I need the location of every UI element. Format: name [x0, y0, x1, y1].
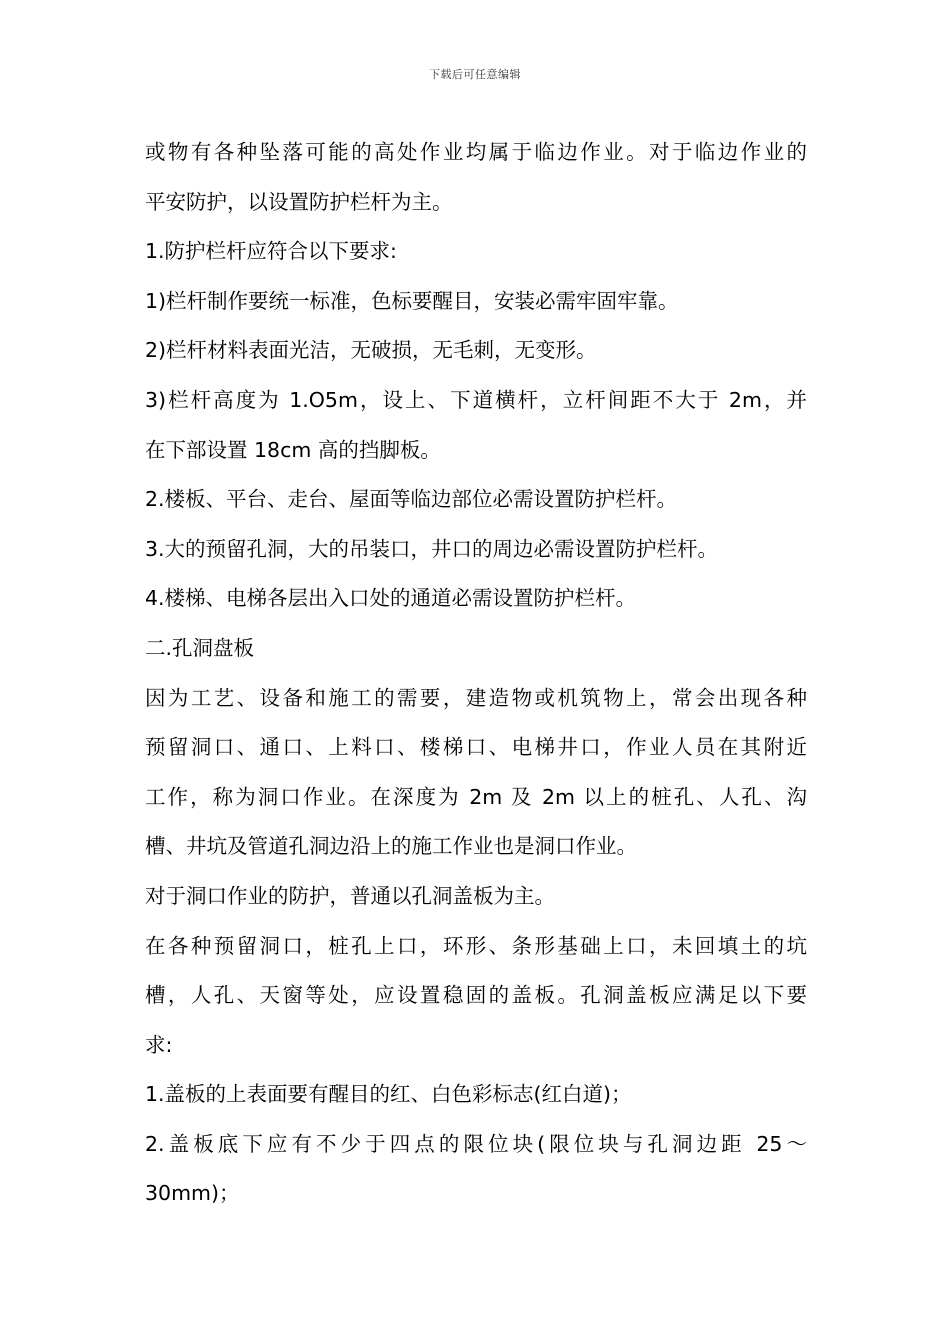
text-line: 2.盖板底下应有不少于四点的限位块(限位块与孔洞边距 25～: [145, 1131, 807, 1156]
text-line: 1.盖板的上表面要有醒目的红、白色彩标志(红白道)；: [145, 1082, 632, 1107]
text-line: 4.楼梯、电梯各层出入口处的通道必需设置防护栏杆。: [145, 586, 637, 611]
text-line: 在下部设置 18cm 高的挡脚板。: [145, 437, 441, 462]
text-line: 1)栏杆制作要统一标准，色标要醒目，安装必需牢固牢靠。: [145, 288, 679, 313]
text-line: 1.防护栏杆应符合以下要求:: [145, 239, 397, 264]
text-line: 求:: [145, 1032, 173, 1057]
text-line: 2)栏杆材料表面光洁，无破损，无毛刺，无变形。: [145, 338, 597, 363]
text-line: 工作，称为洞口作业。在深度为 2m 及 2m 以上的桩孔、人孔、沟: [145, 784, 807, 809]
document-body: [145, 130, 807, 1221]
text-line: 对于洞口作业的防护，普通以孔洞盖板为主。: [145, 883, 555, 908]
text-line: 平安防护，以设置防护栏杆为主。: [145, 189, 453, 214]
section-heading: 二.孔洞盘板: [145, 635, 255, 660]
text-line: 3)栏杆高度为 1.O5m，设上、下道横杆，立杆间距不大于 2m，并: [145, 387, 807, 412]
text-line: 槽，人孔、天窗等处，应设置稳固的盖板。孔洞盖板应满足以下要: [145, 983, 807, 1008]
text-line: 槽、井坑及管道孔洞边沿上的施工作业也是洞口作业。: [145, 834, 637, 859]
text-line: 或物有各种坠落可能的高处作业均属于临边作业。对于临边作业的: [145, 140, 807, 164]
page-header-note: 下载后可任意编辑: [429, 68, 521, 81]
text-line: 因为工艺、设备和施工的需要，建造物或机筑物上，常会出现各种: [145, 685, 807, 710]
text-line: 3.大的预留孔洞，大的吊装口，井口的周边必需设置防护栏杆。: [145, 536, 719, 561]
text-line: 在各种预留洞口，桩孔上口，环形、条形基础上口，未回填土的坑: [145, 933, 807, 958]
text-line: 2.楼板、平台、走台、屋面等临边部位必需设置防护栏杆。: [145, 487, 678, 512]
text-line: 预留洞口、通口、上料口、楼梯口、电梯井口，作业人员在其附近: [145, 735, 807, 760]
text-line: 30mm)；: [145, 1181, 240, 1206]
